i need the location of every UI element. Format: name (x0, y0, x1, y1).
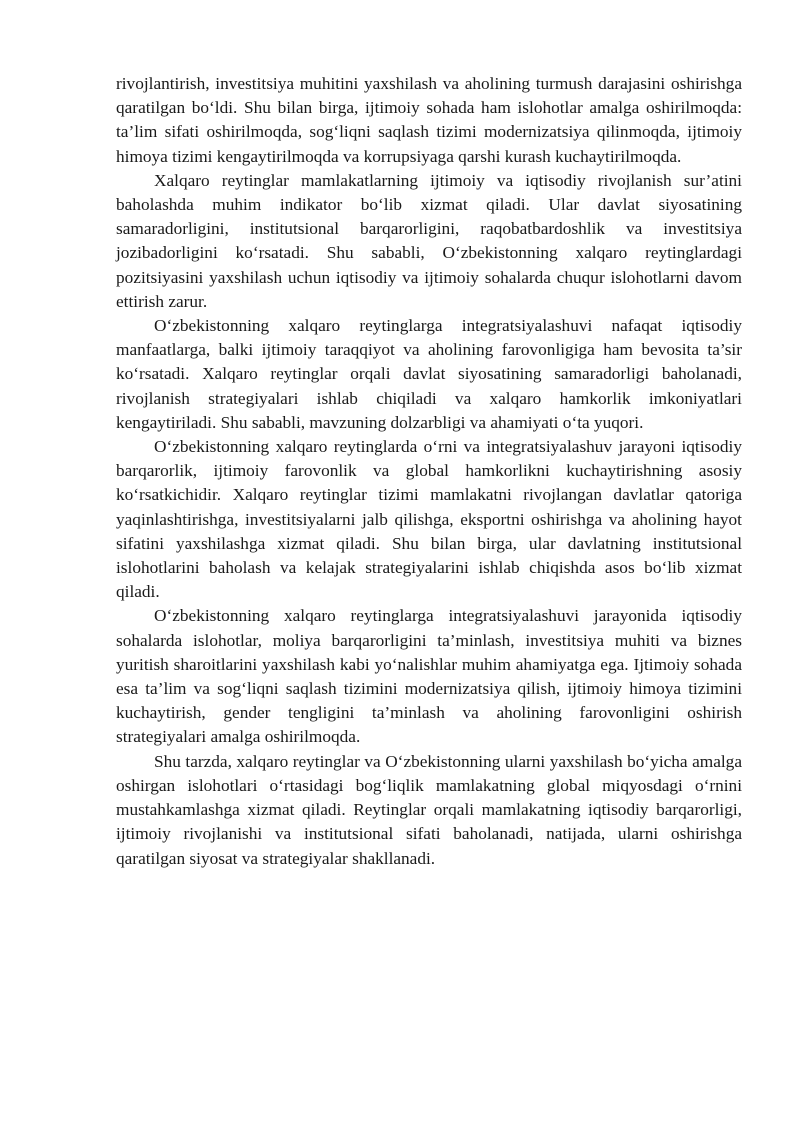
paragraph-international-ratings: Xalqaro reytinglar mamlakatlarning ijtimoiy va iqtisodiy rivojlanish sur’atini baholashda muhim indikator bo‘lib xizmat qiladi. Ular davlat siyosatining samaradorligini, institutsional barqarorligini, raqobatbardoshlik va investitsiya jozibadorligini ko‘rsatadi. Shu sababli, O‘zbekistonning xalqaro reytinglardagi pozitsiyasini yaxshilash uchun iqtisodiy va ijtimoiy sohalarda chuqur islohotlarni davom ettirish zarur. (116, 170, 742, 311)
paragraph-continuation: rivojlantirish, investitsiya muhitini yaxshilash va aholining turmush darajasini oshirishga qaratilgan bo‘ldi. Shu bilan birga, ijtimoiy sohada ham islohotlar amalga oshirilmoqda: ta’lim sifati oshirilmoqda, sog‘liqni saqlash tizimi modernizatsiya qilinmoqda, ijtimoiy himoya tizimi kengaytirilmoqda va korrupsiyaga qarshi kurash kuchaytirilmoqda. (116, 74, 742, 166)
paragraph-integration-impact: O‘zbekistonning xalqaro reytinglarga integratsiyalashuvi nafaqat iqtisodiy manfaatlarga, balki ijtimoiy taraqqiyot va aholining farovonligiga ham bevosita ta’sir ko‘rsatadi. Xalqaro reytinglar orqali davlat siyosatining samaradorligi baholanadi, rivojlanish strategiyalari ishlab chiqiladi va xalqaro hamkorlik imkoniyatlari kengaytiriladi. Shu sababli, mavzuning dolzarbligi va ahamiyati o‘ta yuqori. (116, 316, 742, 432)
paragraph-conclusion: Shu tarzda, xalqaro reytinglar va O‘zbekistonning ularni yaxshilash bo‘yicha amalga oshirgan islohotlari o‘rtasidagi bog‘liqlik mamlakatning global miqyosdagi o‘rnini mustahkamlashga xizmat qiladi. Reytinglar orqali mamlakatning iqtisodiy barqarorligi, ijtimoiy rivojlanishi va institutsional sifati baholanadi, natijada, ularni oshirishga qaratilgan siyosat va strategiyalar shakllanadi. (116, 751, 742, 868)
document-page (116, 72, 742, 871)
paragraph-reforms: O‘zbekistonning xalqaro reytinglarga integratsiyalashuvi jarayonida iqtisodiy sohalarda islohotlar, moliya barqarorligini ta’minlash, investitsiya muhiti va biznes yuritish sharoitlarini yaxshilash kabi yo‘nalishlar muhim ahamiyatga ega. Ijtimoiy sohada esa ta’lim va sog‘liqni saqlash tizimini modernizatsiya qilish, ijtimoiy himoya tizimini kuchaytirish, gender tengligini ta’minlash va aholining farovonligini oshirish strategiyalari amalga oshirilmoqda. (116, 606, 742, 747)
paragraph-role-in-ratings: O‘zbekistonning xalqaro reytinglarda o‘rni va integratsiyalashuv jarayoni iqtisodiy barqarorlik, ijtimoiy farovonlik va global hamkorlikni kuchaytirishning asosiy ko‘rsatkichidir. Xalqaro reytinglar tizimi mamlakatni rivojlangan davlatlar qatoriga yaqinlashtirishga, investitsiyalarni jalb qilishga, eksportni oshirishga va aholining hayot sifatini yaxshilashga xizmat qiladi. Shu bilan birga, ular davlatning institutsional islohotlarini baholash va kelajak strategiyalarini ishlab chiqishda asos bo‘lib xizmat qiladi. (116, 437, 742, 602)
